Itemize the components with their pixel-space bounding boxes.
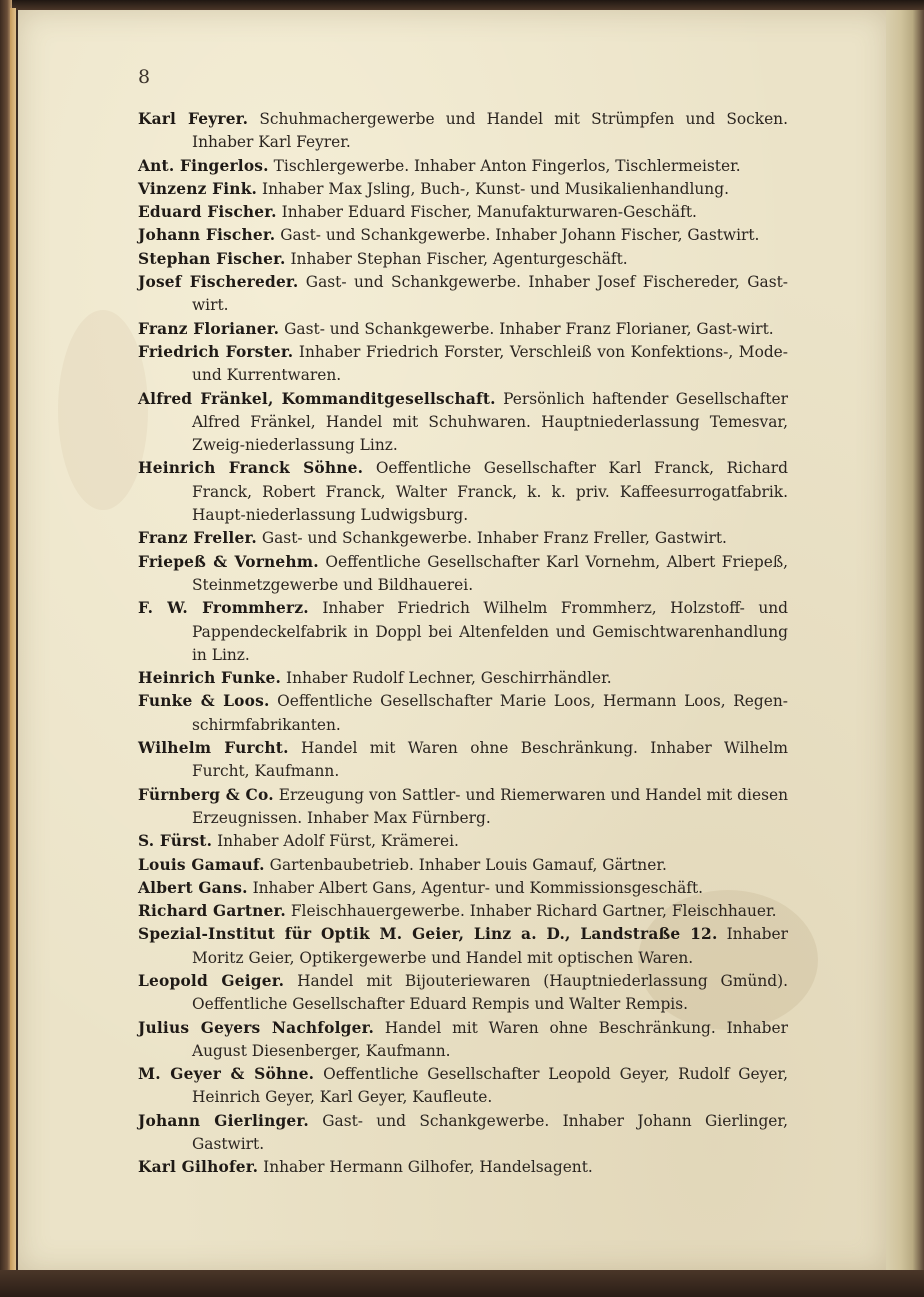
directory-entry [138,248,788,271]
entry-name: Julius Geyers Nachfolger. [138,1018,375,1037]
directory-entry [138,457,788,527]
entry-name: Johann Fischer. [138,226,276,245]
entry-text: Oeffentliche Gesellschafter Marie Loos, Hermann Loos, Regen-schirmfabrikanten. [192,692,788,734]
directory-entries [138,108,788,1180]
directory-entry [138,970,788,1017]
paper-stain [58,310,148,510]
gilt-edge [10,8,16,1278]
entry-name: Josef Fischereder. [138,273,299,292]
directory-entry [138,737,788,784]
entry-name: Spezial-Institut für Optik M. Geier, Linz a. D., Landstraße 12. [138,925,718,944]
directory-entry [138,667,788,690]
entry-text: Inhaber Friedrich Wilhelm Frommherz, Holzstoff- und Pappendeckelfabrik in Doppl bei Altenfelden und Gemischtwarenhandlung in Linz. [192,599,788,664]
entry-text: Gast- und Schankgewerbe. Inhaber Franz Florianer, Gast-wirt. [284,319,774,338]
entry-text: Fleischhauergewerbe. Inhaber Richard Gartner, Fleischhauer. [290,902,777,921]
page-number: 8 [138,66,151,88]
entry-name: Ant. Fingerlos. [138,156,269,175]
entry-name: Wilhelm Furcht. [138,739,289,758]
entry-text: Oeffentliche Gesellschafter Karl Vornehm, Albert Friepeß, Steinmetzgewerbe und Bildhauerei. [192,552,788,594]
entry-text: Schuhmachergewerbe und Handel mit Strümpfen und Socken. Inhaber Karl Feyrer. [192,110,788,152]
entry-text: Inhaber Rudolf Lechner, Geschirrhändler. [286,669,612,688]
entry-text: Persönlich haftender Gesellschafter Alfred Fränkel, Handel mit Schuhwaren. Hauptniederlassung Temesvar, Zweig-niederlassung Linz. [192,389,788,455]
entry-name: Funke & Loos. [138,692,270,711]
entry-text: Gast- und Schankgewerbe. Inhaber Johann Gierlinger, Gastwirt. [192,1111,788,1154]
directory-entry [138,224,788,247]
directory-entry [138,877,788,900]
entry-text: Gast- und Schankgewerbe. Inhaber Johann Fischer, Gastwirt. [280,226,760,245]
entry-name: Fürnberg & Co. [138,785,274,804]
directory-entry [138,854,788,877]
directory-entry [138,830,788,853]
entry-text: Oeffentliche Gesellschafter Karl Franck, Richard Franck, Robert Franck, Walter Franck, k. k. priv. Kaffeesurrogatfabrik. Haupt-niederlassung Ludwigsburg. [192,459,788,525]
directory-entry [138,1156,788,1179]
entry-name: Heinrich Franck Söhne. [138,459,364,478]
entry-name: M. Geyer & Söhne. [138,1065,315,1084]
directory-entry [138,900,788,923]
page-edge [886,10,924,1272]
directory-entry [138,388,788,458]
entry-name: Heinrich Funke. [138,669,282,688]
directory-entry [138,1017,788,1064]
directory-entry [138,597,788,667]
entry-name: Vinzenz Fink. [138,179,258,198]
entry-text: Oeffentliche Gesellschafter Leopold Geyer, Rudolf Geyer, Heinrich Geyer, Karl Geyer, Kaufleute. [192,1065,788,1107]
entry-name: Richard Gartner. [138,902,286,921]
entry-name: Friepeß & Vornehm. [138,552,319,571]
entry-name: Franz Freller. [138,529,257,548]
top-binding-edge [0,0,924,10]
entry-text: Gast- und Schankgewerbe. Inhaber Franz Freller, Gastwirt. [261,529,727,548]
entry-text: Inhaber Friedrich Forster, Verschleiß von Konfektions-, Mode- und Kurrentwaren. [192,342,788,385]
entry-text: Tischlergewerbe. Inhaber Anton Fingerlos, Tischlermeister. [273,156,741,175]
directory-entry [138,923,788,970]
entry-name: Johann Gierlinger. [138,1111,309,1130]
entry-text: Inhaber Hermann Gilhofer, Handelsagent. [263,1158,593,1177]
bottom-binding-edge [0,1270,924,1297]
entry-name: Alfred Fränkel, Kommanditgesellschaft. [138,389,496,408]
entry-name: Karl Feyrer. [138,110,249,128]
directory-entry [138,178,788,201]
directory-entry [138,155,788,178]
directory-entry [138,1110,788,1157]
directory-entry [138,527,788,550]
entry-name: F. W. Frommherz. [138,599,309,618]
entry-text: Inhaber Adolf Fürst, Krämerei. [217,832,459,851]
entry-name: Stephan Fischer. [138,249,286,268]
entry-text: Inhaber Albert Gans, Agentur- und Kommissionsgeschäft. [252,878,704,897]
entry-name: S. Fürst. [138,832,213,851]
directory-entry [138,551,788,598]
entry-text: Inhaber Max Jsling, Buch-, Kunst- und Musikalienhandlung. [262,179,729,198]
entry-text: Gast- und Schankgewerbe. Inhaber Josef Fischereder, Gast-wirt. [192,273,788,315]
entry-name: Louis Gamauf. [138,855,265,874]
directory-entry [138,201,788,224]
entry-text: Inhaber Moritz Geier, Optikergewerbe und Handel mit optischen Waren. [192,925,788,967]
entry-text: Gartenbaubetrieb. Inhaber Louis Gamauf, Gärtner. [269,855,667,874]
entry-name: Friedrich Forster. [138,342,294,361]
entry-text: Handel mit Waren ohne Beschränkung. Inhaber Wilhelm Furcht, Kaufmann. [192,739,788,781]
entry-text: Handel mit Waren ohne Beschränkung. Inhaber August Diesenberger, Kaufmann. [192,1018,788,1060]
entry-name: Franz Florianer. [138,319,280,338]
entry-text: Erzeugung von Sattler- und Riemerwaren und Handel mit diesen Erzeugnissen. Inhaber Max Fürnberg. [192,785,788,827]
entry-text: Inhaber Stephan Fischer, Agenturgeschäft. [290,249,628,268]
entry-name: Leopold Geiger. [138,971,285,990]
entry-name: Albert Gans. [138,878,248,897]
directory-entry [138,341,788,388]
directory-entry [138,108,788,155]
entry-name: Karl Gilhofer. [138,1158,259,1177]
directory-entry [138,318,788,341]
directory-entry [138,271,788,318]
entry-text: Handel mit Bijouteriewaren (Hauptniederlassung Gmünd). Oeffentliche Gesellschafter Eduard Rempis und Walter Rempis. [192,971,788,1014]
entry-name: Eduard Fischer. [138,203,277,222]
entry-text: Inhaber Eduard Fischer, Manufakturwaren-Geschäft. [281,203,697,222]
directory-entry [138,690,788,737]
directory-entry [138,1063,788,1110]
directory-entry [138,784,788,831]
